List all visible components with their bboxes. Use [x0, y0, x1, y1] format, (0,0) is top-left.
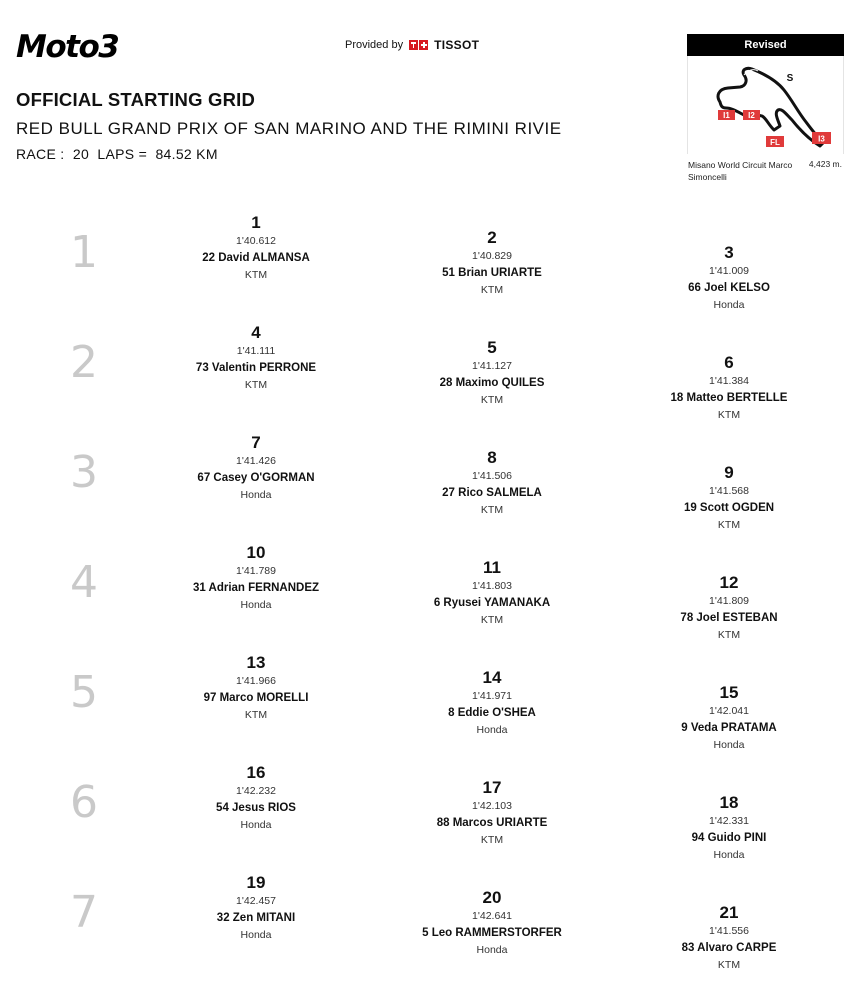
grid-slot — [156, 433, 356, 504]
lap-time: 1'41.111 — [236, 345, 276, 357]
grid-slot — [156, 213, 356, 284]
page-title: OFFICIAL STARTING GRID — [16, 89, 256, 110]
grid-slot — [629, 683, 829, 754]
manufacturer: Honda — [240, 929, 272, 941]
grid-row-number: 5 — [70, 667, 98, 718]
manufacturer: KTM — [480, 834, 504, 846]
manufacturer: KTM — [717, 519, 741, 531]
grid-position: 14 — [482, 668, 502, 687]
rider-name: 22 David ALMANSA — [202, 252, 310, 264]
rider-name: 6 Ryusei YAMANAKA — [433, 597, 551, 609]
manufacturer: Honda — [476, 724, 508, 736]
manufacturer: Honda — [240, 489, 272, 501]
grid-position: 9 — [724, 463, 734, 482]
tissot-logo-icon — [409, 40, 428, 50]
manufacturer: KTM — [717, 409, 741, 421]
grid-slot — [629, 353, 829, 424]
grid-position: 4 — [251, 323, 261, 342]
rider-name: 5 Leo RAMMERSTORFER — [422, 927, 562, 939]
lap-time: 1'42.232 — [236, 785, 276, 797]
grid-slot — [392, 558, 592, 629]
grid-row-number: 4 — [70, 557, 98, 608]
grid-slot — [392, 668, 592, 739]
lap-time: 1'41.809 — [709, 595, 749, 607]
grid-position: 12 — [719, 573, 739, 592]
grid-slot — [392, 778, 592, 849]
rider-name: 18 Matteo BERTELLE — [670, 392, 788, 404]
rider-name: 51 Brian URIARTE — [442, 267, 542, 279]
grid-position: 17 — [482, 778, 502, 797]
grid-slot — [392, 888, 592, 959]
grid-slot — [156, 653, 356, 724]
grid-row-number: 2 — [70, 337, 98, 388]
circuit-name: Misano World Circuit Marco Simoncelli — [688, 160, 793, 182]
lap-time: 1'41.556 — [709, 925, 749, 937]
grid-position: 13 — [246, 653, 266, 672]
rider-name: 31 Adrian FERNANDEZ — [192, 582, 320, 594]
event-name: RED BULL GRAND PRIX OF SAN MARINO AND THE RIMINI RIVIE — [16, 119, 562, 138]
lap-time: 1'40.612 — [236, 235, 276, 247]
manufacturer: Honda — [240, 599, 272, 611]
grid-slot — [156, 763, 356, 834]
rider-name: 67 Casey O'GORMAN — [197, 472, 315, 484]
marker-i2: I2 — [748, 111, 755, 120]
lap-time: 1'42.041 — [709, 705, 749, 717]
rider-name: 28 Maximo QUILES — [439, 377, 545, 389]
provided-by-label: Provided by — [345, 39, 404, 51]
grid-position: 15 — [719, 683, 739, 702]
rider-name: 83 Alvaro CARPE — [681, 942, 777, 954]
manufacturer: KTM — [480, 504, 504, 516]
lap-time: 1'42.641 — [472, 910, 512, 922]
grid-position: 3 — [724, 243, 734, 262]
sector-i3-marker — [687, 132, 844, 146]
grid-slot — [156, 323, 356, 394]
grid-position: 10 — [246, 543, 266, 562]
grid-slot — [392, 228, 592, 299]
lap-time: 1'41.568 — [709, 485, 749, 497]
grid-position: 21 — [719, 903, 739, 922]
rider-name: 94 Guido PINI — [691, 832, 767, 844]
grid-position: 16 — [246, 763, 266, 782]
marker-fl: FL — [770, 138, 780, 147]
logo-wordmark: Moto3 — [16, 29, 119, 65]
manufacturer: KTM — [480, 284, 504, 296]
grid-row-number: 6 — [70, 777, 98, 828]
marker-s: S — [786, 73, 794, 84]
grid-slot — [629, 903, 829, 974]
grid-slot — [629, 793, 829, 864]
grid-slot — [156, 543, 356, 614]
lap-time: 1'41.009 — [709, 265, 749, 277]
rider-name: 66 Joel KELSO — [688, 282, 770, 294]
rider-name: 54 Jesus RIOS — [216, 802, 296, 814]
lap-time: 1'42.103 — [472, 800, 512, 812]
grid-slot — [392, 338, 592, 409]
circuit-panel — [687, 34, 844, 184]
lap-time: 1'41.971 — [472, 690, 512, 702]
grid-position: 20 — [482, 888, 502, 907]
manufacturer: KTM — [717, 959, 741, 971]
moto3-logo — [16, 30, 118, 64]
grid-slot — [156, 873, 356, 944]
manufacturer: Honda — [713, 739, 745, 751]
manufacturer: Honda — [713, 299, 745, 311]
manufacturer: KTM — [480, 394, 504, 406]
grid-slot — [629, 243, 829, 314]
manufacturer: KTM — [717, 629, 741, 641]
lap-time: 1'40.829 — [472, 250, 512, 262]
grid-row-number: 7 — [70, 887, 98, 938]
sponsor-credit — [345, 38, 479, 52]
grid-position: 8 — [487, 448, 497, 467]
rider-name: 78 Joel ESTEBAN — [680, 612, 778, 624]
grid-row-number: 1 — [70, 227, 98, 278]
lap-time: 1'41.966 — [236, 675, 276, 687]
svg-text:I3: I3 — [818, 134, 825, 144]
lap-time: 1'41.506 — [472, 470, 512, 482]
manufacturer: Honda — [713, 849, 745, 861]
lap-time: 1'41.384 — [709, 375, 749, 387]
grid-position: 2 — [487, 228, 497, 247]
grid-position: 19 — [246, 873, 266, 892]
circuit-length: 4,423 m. — [808, 159, 842, 169]
rider-name: 27 Rico SALMELA — [442, 487, 542, 499]
grid-position: 11 — [483, 558, 501, 577]
rider-name: 8 Eddie O'SHEA — [448, 707, 536, 719]
manufacturer: KTM — [480, 614, 504, 626]
grid-position: 18 — [719, 793, 739, 812]
revised-badge: Revised — [687, 34, 844, 56]
lap-time: 1'41.803 — [472, 580, 512, 592]
manufacturer: Honda — [240, 819, 272, 831]
marker-i1: I1 — [723, 111, 730, 120]
rider-name: 73 Valentin PERRONE — [195, 362, 317, 374]
grid-slot — [392, 448, 592, 519]
manufacturer: Honda — [476, 944, 508, 956]
grid-position: 6 — [724, 353, 734, 372]
grid-position: 7 — [251, 433, 261, 452]
grid-slot — [629, 463, 829, 534]
manufacturer: KTM — [244, 269, 268, 281]
lap-time: 1'42.457 — [236, 895, 276, 907]
lap-time: 1'41.127 — [472, 360, 512, 372]
grid-position: 5 — [487, 338, 497, 357]
race-info: RACE : 20 LAPS = 84.52 KM — [16, 146, 218, 162]
manufacturer: KTM — [244, 379, 268, 391]
rider-name: 88 Marcos URIARTE — [436, 817, 548, 829]
lap-time: 1'41.426 — [236, 455, 276, 467]
rider-name: 9 Veda PRATAMA — [681, 722, 777, 734]
sponsor-name: TISSOT — [434, 38, 480, 52]
grid-slot — [629, 573, 829, 644]
rider-name: 32 Zen MITANI — [216, 912, 296, 924]
grid-position: 1 — [251, 213, 261, 232]
lap-time: 1'41.789 — [236, 565, 276, 577]
manufacturer: KTM — [244, 709, 268, 721]
grid-row-number: 3 — [70, 447, 98, 498]
lap-time: 1'42.331 — [709, 815, 749, 827]
rider-name: 97 Marco MORELLI — [203, 692, 309, 704]
rider-name: 19 Scott OGDEN — [683, 502, 775, 514]
